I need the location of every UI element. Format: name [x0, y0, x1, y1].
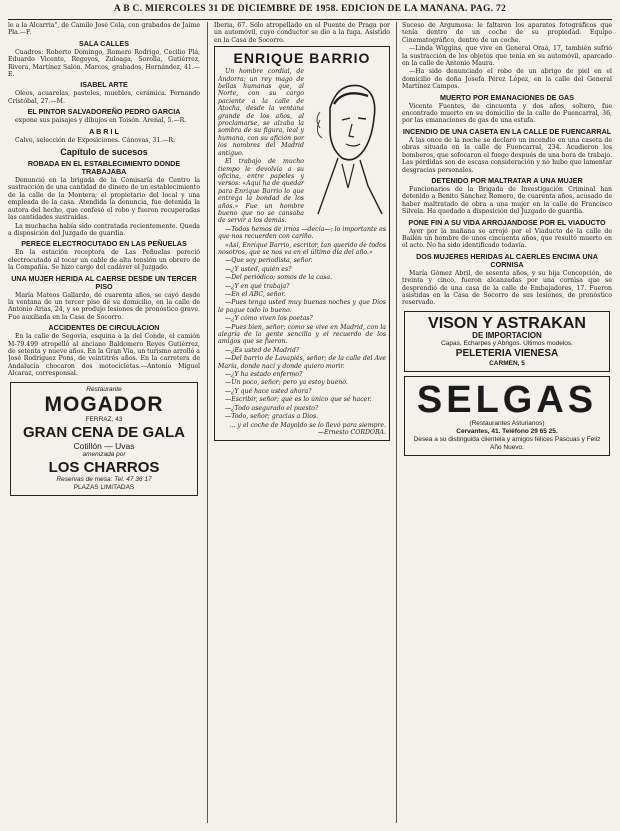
- paragraph: María Gómez Abril, de sesenta años, y su hija Concepción, de treinta y cinco, fueron alcanzadas por una cornisa que se desprendió de una casa de la calle de Embajadores, 17. Fueron asistidas en la Casa de Socorro de sus lesiones, de pronóstico reservado.: [402, 269, 612, 307]
- ad-ferraz: FERRAZ, 43: [85, 415, 123, 423]
- headline-abril: A B R I L: [89, 126, 119, 136]
- ad-selgas-title: SELGAS: [416, 378, 598, 421]
- advert-selgas: [404, 376, 610, 456]
- dialog-line: —¿Y cómo viven los poetas?: [225, 315, 313, 323]
- ad-cotillon: Cotillón — Uvas: [73, 440, 135, 451]
- column-3: [402, 22, 612, 825]
- paragraph: El trabajo de mucho tiempo le devolvía a su oficina, entre papeles y versos: «Aquí ha de quedar para Enrique Barrio lo que entrega la bondad de los años.» Fue un hombre bueno que no se cansaba de servir a los demás.: [218, 158, 304, 225]
- headline-robada: ROBADA EN EL ESTABLECIMIENTO DONDE TRABAJABA: [27, 159, 181, 177]
- ad-mogador-title: MOGADOR: [44, 392, 164, 416]
- headline-cornisa: DOS MUJERES HERIDAS AL CAERLES ENCIMA UNA CORNISA: [416, 251, 598, 269]
- header-rule: [8, 19, 612, 20]
- paragraph: —Ha sido denunciado el robo de un abrigo de piel en el domicilio de doña Josefa Pérez López, en la calle del General Martínez Campos.: [402, 68, 612, 91]
- dialog-line: —Del barrio de Lavapiés, señor; de la calle del Ave María, donde nací y donde quiero morir.: [218, 355, 386, 370]
- ad-amenizada: amenizada por: [82, 450, 126, 458]
- headline-accidentes: ACCIDENTES DE CIRCULACION: [48, 323, 160, 333]
- paragraph: Ayer por la mañana se arrojó por el Viaducto de la calle de Bailén un hombre de unos cincuenta años, que resultó muerto en el acto. No ha sido identificado todavía.: [402, 227, 612, 250]
- article-enrique-barrio: [214, 46, 390, 441]
- ad-peleteria: PELETERIA VIENESA: [455, 347, 559, 359]
- ad-plazas: PLAZAS LIMITADAS: [73, 483, 135, 491]
- paragraph: —Todos hemos de irnos —decía—; lo importante es que nos recuerden con cariño.: [218, 225, 386, 241]
- paragraph: En la estación receptora de Las Peñuelas pereció electrocutado al tocar un cable de alta tensión un obrero de la Compañía. Se hizo cargo del cadáver el Juzgado.: [8, 249, 200, 272]
- page-header: A B C. MIERCOLES 31 DE DICIEMBRE DE 1958. EDICION DE LA MAÑANA. PAG. 72: [113, 4, 507, 14]
- ad-vison-title: VISON Y ASTRAKAN: [428, 314, 586, 332]
- ad-carmen: CARMEN, 5: [489, 359, 525, 367]
- ad-restaurantes: (Restaurantes Asturianos): [469, 419, 545, 427]
- article-fragment: Iberia, 67. Sólo atropellado en el Puente de Praga por un automóvil, cuyo conductor se dio a la fuga. Asistido en la Casa de Socorro.: [214, 22, 390, 44]
- column-2: [214, 22, 390, 825]
- article-signoff: ... y el coche de Mayoldo se lo llevó para siempre.—Ernesto CORDOBA.: [229, 421, 386, 436]
- paragraph: María Mateos Gallardo, de cuarenta años, se cayó desde la ventana de un tercer piso de su domicilio, en la calle de Antonio Arias, 24, y se produjo lesiones de pronóstico grave. Fue auxiliada en la Casa de Socorro.: [8, 291, 200, 321]
- advert-mogador: [10, 382, 198, 496]
- headline-mujer-herida: UNA MUJER HERIDA AL CAERSE DESDE UN TERCER PISO: [11, 273, 197, 291]
- headline-incendio: INCENDIO DE UNA CASETA EN LA CALLE DE FUENCARRAL: [402, 126, 612, 136]
- dialog-line: —Todo, señor; gracias a Dios.: [225, 413, 319, 421]
- article-fragment: Suceso de Argumosa: le faltaron los aparatos fotográficos que tenía dentro de un coche de su propiedad. Equipo Cinematográfico, dentro de un coche.: [402, 22, 612, 44]
- ad-reservas: Reservas de mesa: Tel. 47 36 17: [56, 475, 152, 483]
- column-1: [8, 22, 200, 825]
- article-fragment: le a la Alcarria", de Camilo José Cela, con grabados de Jaime Pla.—F.: [8, 22, 200, 37]
- paragraph: A las once de la noche se declaró un incendio en una caseta de obras situada en la calle de Fuencarral, 234. Acudieron los bomberos, que sofocaron el fuego después de una hora de trabajo. Las pérdidas son de escasa consideración y no hubo que lamentar desgracias personales.: [402, 136, 612, 174]
- column-divider: [207, 22, 208, 823]
- paragraph: La muchacha había sido contratada recientemente. Queda a disposición del Juzgado de guardia.: [8, 222, 200, 237]
- paragraph: Un hombre cordial, de Andorra; un rey mago de bellas humanas que, al Norte, con su cargo paciente a la calle de Atocha, desde la ventana grande de los años, al proclamarse, se alzaba la sombra de su figura, leal y humana, con su afición por los nombres del Madrid antiguo.: [218, 68, 304, 157]
- dialog-line: —¿Y usted, quién es?: [225, 265, 292, 273]
- portrait-drawing: [308, 68, 386, 216]
- paragraph: Denunció en la brigada de la Comisaría de Centro la sustracción de una cantidad de dinero de un establecimiento de la calle de la Montera; el propietario del local y una empleada de la casa. Atendida la denuncia, fue detenida la autora del hecho, que confesó el robo y fueron recuperadas las cantidades sustraídas.: [8, 177, 200, 222]
- dialog-line: —Pues tenga usted muy buenas noches y que Dios le pague todo lo bueno.: [218, 299, 386, 314]
- ad-gran-cena: GRAN CENA DE GALA: [23, 423, 185, 441]
- ad-los-charros: LOS CHARROS: [48, 458, 160, 476]
- paragraph: Oleos, acuarelas, pasteles, muebles, cerámica. Fernando Cristóbal, 27.—M.: [8, 90, 200, 105]
- paragraph: Cuadros: Roberto Domingo, Romero Rodrigo, Cecilio Plá, Eduardo Vicente, Regoyos, Zuloaga, Sorolla, Gutiérrez, Rivera, Martínez Salón. Marcos, grabados, Hernández, 41.—E.: [8, 48, 200, 79]
- dialog-line: —¿Y qué hace usted ahora?: [225, 387, 312, 395]
- paragraph: —Linda Wiggins, que vive en General Oraá, 17, también sufrió la sustracción de los objetos que tenía en su automóvil, aparcado en la calle de Antonio Maura.: [402, 45, 612, 68]
- paragraph: Calvo, selección de Exposiciones. Cánovas, 31.—R.: [15, 136, 176, 144]
- headline-sala-calles: SALA CALLES: [78, 38, 130, 48]
- headline-muerto-gas: MUERTO POR EMANACIONES DE GAS: [439, 92, 575, 102]
- ad-capas: Capas, Echarpes y Abrigos. Ultimos modelos.: [441, 339, 573, 347]
- headline-pintor: EL PINTOR SALVADOREÑO PEDRO GARCIA: [27, 107, 181, 117]
- ad-cervantes: Cervantes, 41. Teléfono 29 65 25.: [456, 427, 558, 435]
- paragraph: «Así, Enrique Barrio, escritor, tan querido de todos nosotros, que se nos va en el último día del año.»: [218, 241, 386, 256]
- advert-peleteria-vienesa: [404, 311, 610, 372]
- paragraph: expone sus paisajes y dibujos en Toisón. Arenal, 5.—R.: [15, 117, 187, 125]
- paragraph: Vicente Fuentes, de cincuenta y dos años, soltero, fue encontrado muerto en su domicilio de la calle de Fuencarral, 36, por las emanaciones de gas de una estufa.: [402, 102, 612, 125]
- dialog-line: —En el ABC, señor.: [225, 291, 286, 298]
- section-title-sucesos: Capítulo de sucesos: [60, 147, 148, 158]
- paragraph: Funcionarios de la Brigada de Investigación Criminal han detenido a Benito Sánchez Romero, de cuarenta años, acusado de haber maltratado de obra a una mujer en la calle de Francisco Silvela. Ha quedado a disposición del Juzgado de guardia.: [402, 185, 612, 216]
- dialog-line: —¿Todo asegurado el puesto?: [225, 404, 319, 412]
- dialog-line: —¿Y en qué trabaja?: [225, 282, 290, 290]
- ad-desea: Desea a su distinguida clientela y amigos felices Pascuas y Feliz Año Nuevo.: [413, 435, 601, 451]
- headline-detenido: DETENIDO POR MALTRATAR A UNA MUJER: [431, 175, 583, 185]
- ad-importacion: DE IMPORTACION: [472, 330, 542, 340]
- dialog-line: —¿Es usted de Madrid?: [225, 346, 300, 354]
- dialog-line: —Un poco, señor; pero ya estoy bueno.: [225, 379, 348, 387]
- dialog-line: —Pues bien, señor; como se vive en Madrid, con la alegría de la gente sencilla y el recuerdo de los amigos que se fueron.: [218, 323, 386, 346]
- article-title: ENRIQUE BARRIO: [233, 50, 371, 67]
- dialog-line: —Del periódico; somos de la casa.: [225, 274, 333, 282]
- dialog-line: —Escribir, señor; que es lo único que sé hacer.: [225, 396, 372, 404]
- paragraph: En la calle de Segovia, esquina a la del Conde, el camión M-79.499 atropelló al anciano Baldomero Reyes Gutiérrez, de setenta y nueve años. En la Gran Vía, un turismo arrolló a José Rodríguez Pons, de veintitrés años. En la carretera de Andalucía chocaron dos motocicletas.—Antonio Miguel Alcaraz, corresponsal.: [8, 333, 200, 378]
- headline-viaducto: PONE FIN A SU VIDA ARROJANDOSE POR EL VIADUCTO: [408, 217, 606, 227]
- ad-restaurante-label: Restaurante: [86, 385, 122, 393]
- headline-perece: PERECE ELECTROCUTADO EN LAS PEÑUELAS: [21, 239, 187, 249]
- dialog-line: —Que soy periodista, señor.: [225, 257, 313, 265]
- headline-isabel-arte: ISABEL ARTE: [80, 80, 128, 90]
- dialog-line: —¿Y ha estado enfermo?: [225, 371, 303, 379]
- column-divider: [396, 22, 397, 823]
